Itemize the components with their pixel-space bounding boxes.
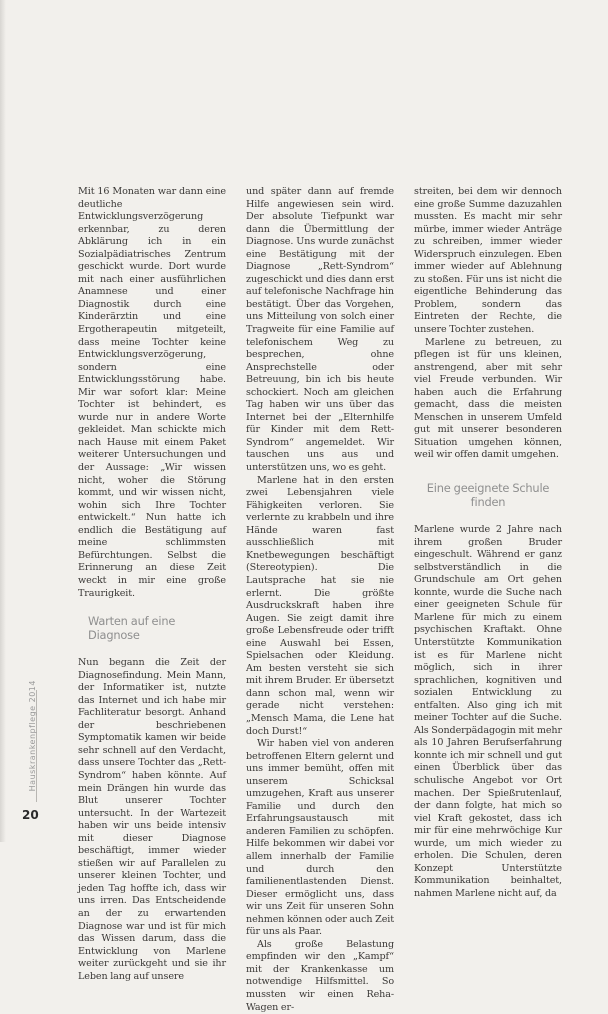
paragraph: Marlene wurde 2 Jahre nach ihrem großen Bruder eingeschult. Während er ganz selbstverständlich in die Grundschule am Ort gehen konnte, wurde die Suche nach einer geeigneten Schule für Marlene für mich zu einem psychischen Kraftakt. Ohne Unterstützte Kommunikation ist es für Marlene nicht möglich, sich in ihrer sprachlichen, kognitiven und sozialen Entwicklung zu entfalten. Also ging ich mit meiner Tochter auf die Suche. Als Sonderpädagogin mit mehr als 10 Jahren Berufserfahrung konnte ich mir schnell und gut einen Überblick über das schulische Angebot vor Ort machen. Der Spießrutenlauf, der dann folgte, hat mich so viel Kraft gekostet, dass ich mir für eine mehrwöchige Kur wurde, um mich wieder zu erholen. Die Schulen, deren Konzept Unterstützte Kommunikation beinhaltet, nahmen Marlene nicht auf, da (414, 524, 562, 899)
section-heading-school: Eine geeignete Schule finden (426, 481, 550, 510)
paragraph: Als große Belastung empfinden wir den „Kampf“ mit der Krankenkasse um notwendige Hilfsmittel. So mussten wir einen Reha-Wagen er- (246, 938, 394, 1013)
paragraph: Wir haben viel von anderen betroffenen Eltern gelernt und uns immer bemüht, offen mit unserem Schicksal umzugehen, Kraft aus unserer Familie und durch den Erfahrungsaustausch mit anderen Familien zu schöpfen. Hilfe bekommen wir dabei vor allem innerhalb der Familie und durch den familienentlastenden Dienst. Dieser ermöglicht uns, dass wir uns Zeit für unseren Sohn nehmen können oder auch Zeit für uns als Paar. (246, 738, 394, 938)
text-column-1 (78, 186, 226, 983)
page-number: 20 (22, 808, 39, 822)
section-heading-diagnosis: Warten auf eine Diagnose (88, 614, 176, 643)
text-column-3 (414, 186, 562, 900)
side-running-title: Hauskrankenpflege 2014 (28, 680, 37, 792)
text-column-2 (246, 186, 394, 1014)
paragraph: Marlene hat in den ersten zwei Lebensjahren viele Fähigkeiten verloren. Sie verlernte zu krabbeln und ihre Hände waren fast ausschließlich mit Knetbewegungen beschäftigt (Stereotypien). Die Lautsprache hat sie nie erlernt. Die größte Ausdruckskraft haben ihre Augen. Sie zeigt damit ihre große Lebensfreude oder trifft eine Auswahl bei Essen, Spielsachen oder Kleidung. Am besten versteht sie sich mit ihrem Bruder. Er übersetzt dann schon mal, wenn wir gerade nicht verstehen: „Mensch Mama, die Lene hat doch Durst!“ (246, 474, 394, 737)
paragraph: Marlene zu betreuen, zu pflegen ist für uns kleinen, anstrengend, aber mit sehr viel Freude verbunden. Wir haben auch die Erfahrung gemacht, dass die meisten Menschen in unserem Umfeld gut mit unserer besonderen Situation umgehen können, weil wir offen damit umgehen. (414, 336, 562, 461)
paragraph: und später dann auf fremde Hilfe angewiesen sein wird. Der absolute Tiefpunkt war dann die Übermittlung der Diagnose. Uns wurde zunächst eine Bestätigung mit der Diagnose „Rett-Syndrom“ zugeschickt und dies dann erst auf telefonische Nachfrage hin bestätigt. Über das Vorgehen, uns Mitteilung von solch einer Tragweite für eine Familie auf telefonischem Weg zu besprechen, ohne Ansprechstelle oder Betreuung, bin ich bis heute schockiert. Noch am gleichen Tag haben wir uns über das Internet bei der „Elternhilfe für Kinder mit dem Rett-Syndrom“ angemeldet. Wir tauschen uns aus und unterstützen uns, wo es geht. (246, 186, 394, 474)
paragraph: streiten, bei dem wir dennoch eine große Summe dazuzahlen mussten. Es macht mir sehr mürbe, immer wieder Anträge zu schreiben, immer wieder Widerspruch einzulegen. Eben immer wieder auf Ablehnung zu stoßen. Für uns ist nicht die eigentliche Behinderung das Problem, sondern das Eintreten der Rechte, die unsere Tochter zustehen. (414, 186, 562, 336)
paragraph: Mit 16 Monaten war dann eine deutliche Entwicklungsverzögerung erkennbar, zu deren Abklärung ich in ein Sozialpädiatrisches Zentrum geschickt wurde. Dort wurde mit nach einer ausführlichen Anamnese und einer Diagnostik durch eine Kinderärztin und eine Ergotherapeutin mitgeteilt, dass meine Tochter keine Entwicklungsverzögerung, sondern eine Entwicklungsstörung habe. Mir war sofort klar: Meine Tochter ist behindert, es wurde nur in andere Worte gekleidet. Man schickte mich nach Hause mit einem Paket weiterer Untersuchungen und der Aussage: „Wir wissen nicht, woher die Störung kommt, und wir wissen nicht, wohin sich Ihre Tochter entwickelt.“ Nun hatte ich endlich die Bestätigung auf meine schlimmsten Befürchtungen. Selbst die Erinnerung an diese Zeit weckt in mir eine große Traurigkeit. (78, 186, 226, 599)
paragraph: Nun begann die Zeit der Diagnosefindung. Mein Mann, der Informatiker ist, nutzte das Internet und ich habe mir Fachliteratur besorgt. Anhand der beschriebenen Symptomatik kamen wir beide sehr schnell auf den Verdacht, dass unsere Tochter das „Rett-Syndrom“ haben könnte. Auf mein Drängen hin wurde das Blut unserer Tochter untersucht. In der Wartezeit haben wir uns beide intensiv mit dieser Diagnose beschäftigt, immer wieder stießen wir auf Parallelen zu unserer kleinen Tochter, und jeden Tag hoffte ich, dass wir uns irren. Das Entscheidende an der zu erwartenden Diagnose war und ist für mich das Wissen darum, dass die Entwicklung von Marlene weiter zurückgeht und sie ihr Leben lang auf unsere (78, 657, 226, 982)
page-gutter-shadow (0, 0, 6, 842)
